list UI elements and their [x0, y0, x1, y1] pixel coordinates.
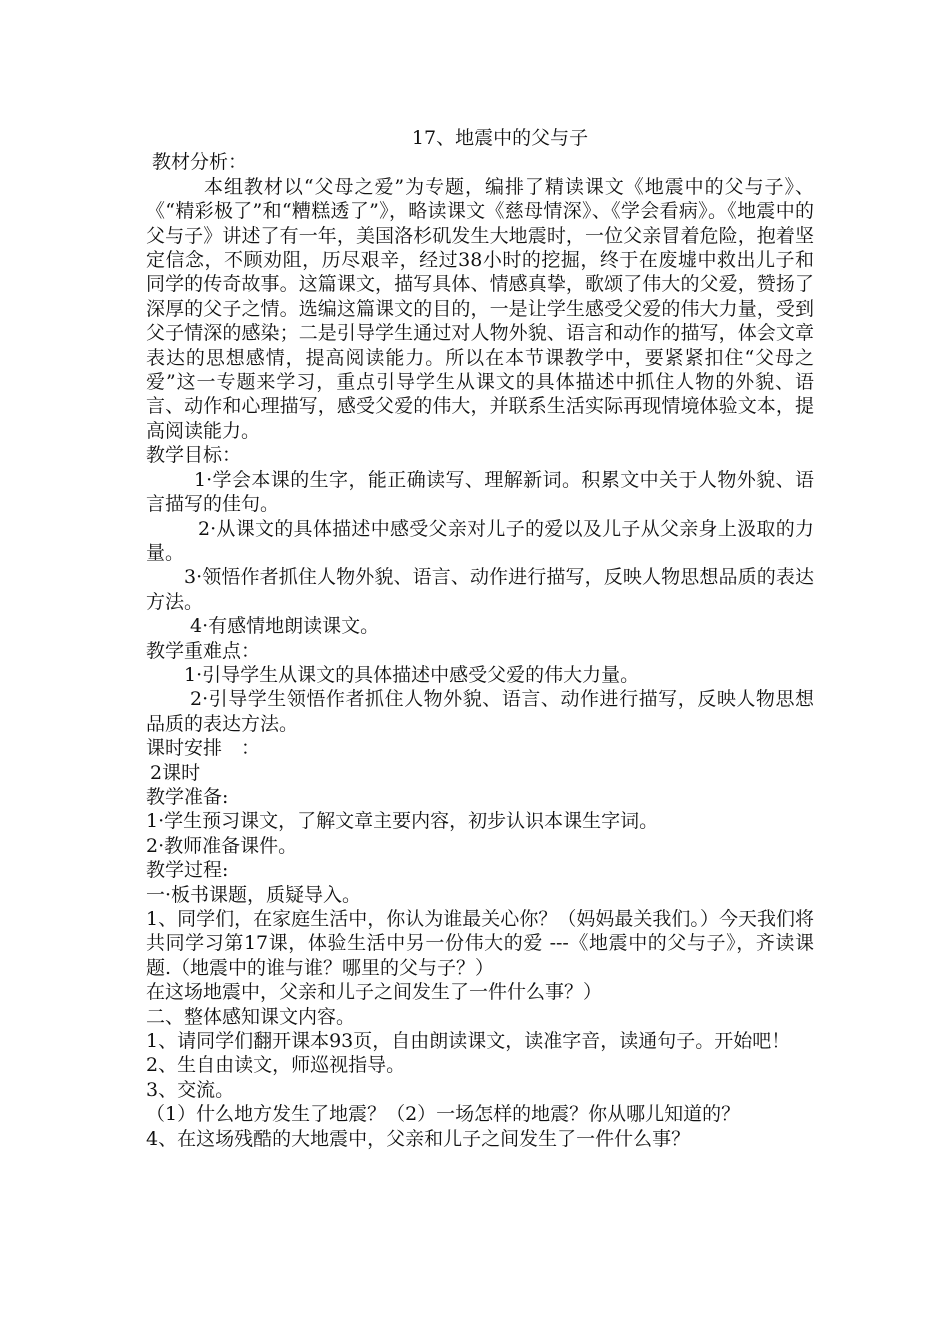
goal-item-1: 1·学会本课的生字，能正确读写、理解新词。积累文中关于人物外貌、语言描写的佳句。: [146, 468, 814, 516]
process-step-2: 1、同学们，在家庭生活中，你认为谁最关心你？（妈妈最关我们。）今天我们将共同学习第17课，体验生活中另一份伟大的爱 ---《地震中的父与子》，齐读课题.（地震中的谁与谁？哪里的父与子？）: [146, 908, 814, 979]
process-step-8: （1）什么地方发生了地震？（2）一场怎样的地震？你从哪儿知道的？: [146, 1103, 741, 1126]
goals-heading: 教学目标：: [146, 444, 242, 467]
document-page: [146, 126, 814, 1151]
goal-item-3: 3·领悟作者抓住人物外貌、语言、动作进行描写，反映人物思想品质的表达方法。: [146, 566, 814, 613]
analysis-heading: 教材分析：: [152, 151, 248, 174]
key-points-heading: 教学重难点：: [146, 639, 261, 662]
page-title: 17、地震中的父与子: [411, 127, 589, 149]
analysis-paragraph: 本组教材以“父母之爱”为专题，编排了精读课文《地震中的父与子》、《“精彩极了”和“糟糕透了”》，略读课文《慈母情深》、《学会看病》。《地震中的父与子》讲述了有一年，美国洛杉矶发生大地震时，一位父亲冒着危险，抱着坚定信念，不顾劝阻，历尽艰辛，经过38小时的挖掘，终于在废墟中救出儿子和同学的传奇故事。这篇课文，描写具体、情感真挚，歌颂了伟大的父爱，赞扬了深厚的父子之情。选编这篇课文的目的，一是让学生感受父爱的伟大力量，受到父子情深的感染；二是引导学生通过对人物外貌、语言和动作的描写，体会文章表达的思想感情，提高阅读能力。所以在本节课教学中，要紧紧扣住“父母之爱”这一专题来学习，重点引导学生从课文的具体描述中抓住人物的外貌、语言、动作和心理描写，感受父爱的伟大，并联系生活实际再现情境体验文本，提高阅读能力。: [146, 175, 814, 442]
schedule-value: 2课时: [150, 761, 201, 784]
schedule-heading: 课时安排 ：: [146, 737, 261, 760]
goal-item-4: 4·有感情地朗读课文。: [190, 615, 380, 638]
process-heading: 教学过程:: [146, 859, 229, 882]
process-step-3: 在这场地震中，父亲和儿子之间发生了一件什么事？）: [146, 981, 603, 1004]
prep-item-1: 1·学生预习课文，了解文章主要内容，初步认识本课生字词。: [146, 810, 659, 833]
prep-heading: 教学准备:: [146, 785, 229, 808]
process-step-4: 二、整体感知课文内容。: [146, 1005, 356, 1028]
key-point-item-2: 2·引导学生领悟作者抓住人物外貌、语言、动作进行描写，反映人物思想品质的表达方法。: [146, 688, 814, 735]
prep-item-2: 2·教师准备课件。: [146, 834, 298, 857]
key-point-item-1: 1·引导学生从课文的具体描述中感受父爱的伟大力量。: [184, 663, 640, 686]
process-step-7: 3、交流。: [146, 1078, 235, 1101]
process-step-9: 4、在这场残酷的大地震中，父亲和儿子之间发生了一件什么事？: [146, 1127, 691, 1150]
goal-item-2: 2·从课文的具体描述中感受父亲对儿子的爱以及儿子从父亲身上汲取的力量。: [146, 517, 814, 564]
process-step-1: 一·板书课题，质疑导入。: [146, 883, 362, 906]
process-step-6: 2、生自由读文，师巡视指导。: [146, 1054, 406, 1077]
process-step-5: 1、请同学们翻开课本93页，自由朗读课文，读准字音，读通句子。开始吧！: [146, 1030, 791, 1053]
